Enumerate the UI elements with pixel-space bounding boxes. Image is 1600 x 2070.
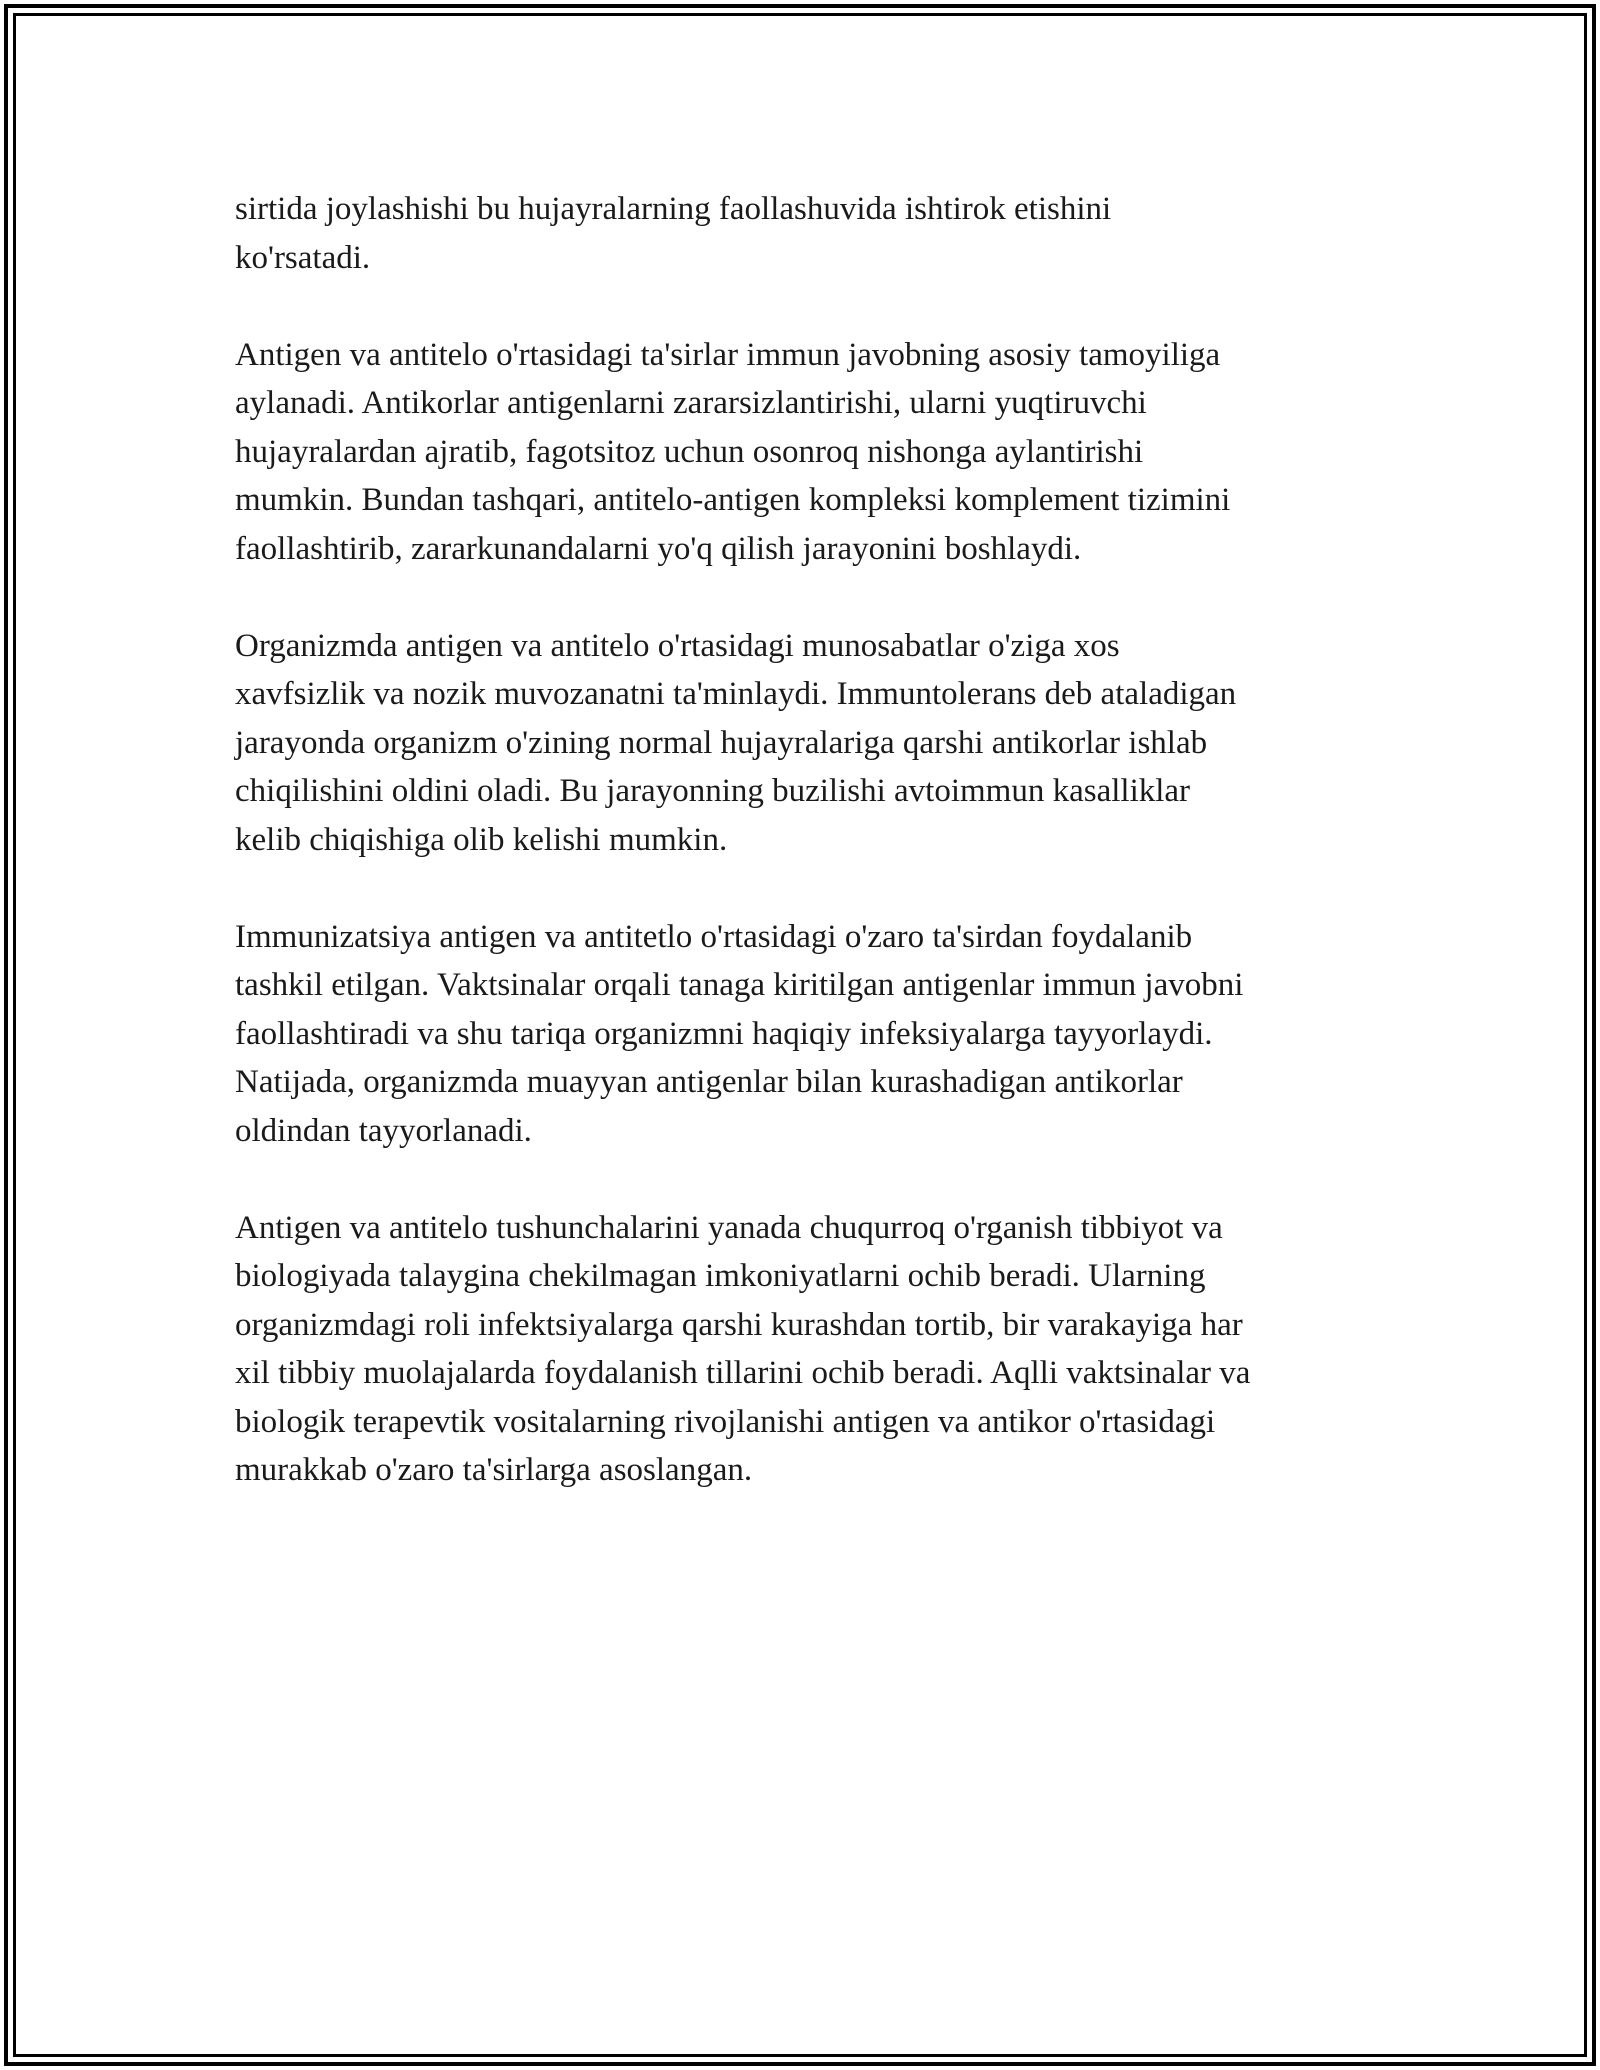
paragraph-3: Organizmda antigen va antitelo o'rtasidagi munosabatlar o'ziga xos xavfsizlik va nozik muvozanatni ta'minlaydi. Immuntolerans deb ataladigan jarayonda organizm o'zining normal hujayralariga qarshi antikorlar ishlab chiqilishini oldini oladi. Bu jarayonning buzilishi avtoimmun kasalliklar kelib chiqishiga olib kelishi mumkin. <box>235 627 1237 858</box>
paragraph-1: sirtida joylashishi bu hujayralarning faollashuvida ishtirok etishini ko'rsatadi. <box>235 191 1112 276</box>
paragraph-2: Antigen va antitelo o'rtasidagi ta'sirlar immun javobning asosiy tamoyiliga aylanadi. Antikorlar antigenlarni zararsizlantirishi, ularni yuqtiruvchi hujayralardan ajratib, fagotsitoz uchun osonroq nishonga aylantirishi mumkin. Bundan tashqari, antitelo-antigen kompleksi komplement tizimini faollashtirib, zararkunandalarni yo'q qilish jarayonini boshlaydi. <box>235 336 1231 567</box>
paragraph-5: Antigen va antitelo tushunchalarini yanada chuqurroq o'rganish tibbiyot va biologiyada talaygina chekilmagan imkoniyatlarni ochib beradi. Ularning organizmdagi roli infektsiyalarga qarshi kurashdan tortib, bir varakayiga har xil tibbiy muolajalarda foydalanish tillarini ochib beradi. Aqlli vaktsinalar va biologik terapevtik vositalarning rivojlanishi antigen va antikor o'rtasidagi murakkab o'zaro ta'sirlarga asoslangan. <box>235 1209 1251 1488</box>
document-body <box>235 185 1385 1543</box>
paragraph-4: Immunizatsiya antigen va antitetlo o'rtasidagi o'zaro ta'sirdan foydalanib tashkil etilgan. Vaktsinalar orqali tanaga kiritilgan antigenlar immun javobni faollashtiradi va shu tariqa organizmni haqiqiy infeksiyalarga tayyorlaydi. Natijada, organizmda muayyan antigenlar bilan kurashadigan antikorlar oldindan tayyorlanadi. <box>235 918 1244 1149</box>
